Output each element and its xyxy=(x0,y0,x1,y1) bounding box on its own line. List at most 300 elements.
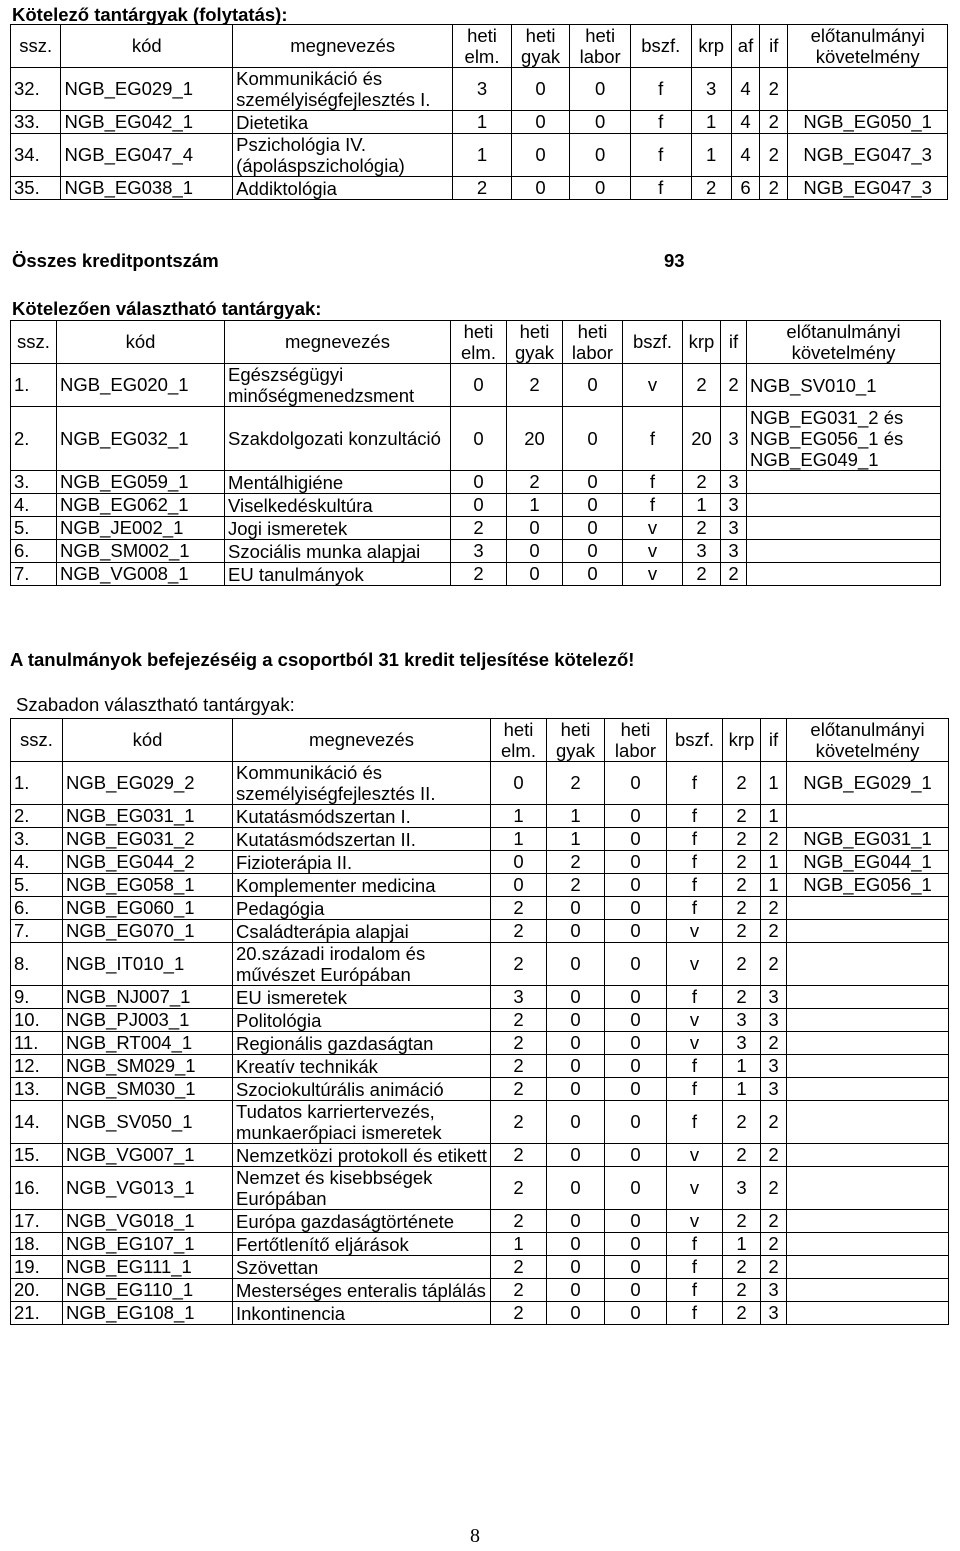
cell-krp: 2 xyxy=(723,920,761,943)
cell-if: 2 xyxy=(760,134,788,177)
cell-krp: 2 xyxy=(723,828,761,851)
table-header-row xyxy=(11,25,948,68)
cell-if: 2 xyxy=(760,111,788,134)
cell-if: 2 xyxy=(761,1256,787,1279)
cell-elm: 0 xyxy=(491,874,547,897)
col-af: af xyxy=(731,25,759,68)
cell-if: 2 xyxy=(761,1233,787,1256)
table-row xyxy=(11,1009,949,1032)
cell-bszf: f xyxy=(667,1078,723,1101)
cell-bszf: f xyxy=(667,1055,723,1078)
cell-kod: NGB_EG029_1 xyxy=(61,68,233,111)
cell-krp: 2 xyxy=(683,364,721,407)
cell-krp: 2 xyxy=(723,1256,761,1279)
col-kod: kód xyxy=(57,321,225,364)
cell-krp: 2 xyxy=(691,177,731,200)
cell-if: 2 xyxy=(761,1032,787,1055)
cell-krp: 3 xyxy=(683,540,721,563)
cell-gyak: 2 xyxy=(547,762,605,805)
cell-krp: 20 xyxy=(683,407,721,471)
cell-elo xyxy=(747,471,941,494)
cell-elo xyxy=(787,1101,949,1144)
cell-labor: 0 xyxy=(605,1078,667,1101)
cell-nev: Nemzet és kisebbségek Európában xyxy=(233,1167,491,1210)
cell-gyak: 0 xyxy=(547,1144,605,1167)
cell-elm: 1 xyxy=(453,134,512,177)
table-row xyxy=(11,494,941,517)
cell-nev: EU tanulmányok xyxy=(225,563,451,586)
col-kod: kód xyxy=(61,25,233,68)
cell-if: 3 xyxy=(721,540,747,563)
cell-nev: Nemzetközi protokoll és etikett xyxy=(233,1144,491,1167)
cell-nev: Kommunikáció és személyiségfejlesztés I. xyxy=(233,68,453,111)
cell-labor: 0 xyxy=(570,177,631,200)
cell-if: 2 xyxy=(721,364,747,407)
cell-ssz: 33. xyxy=(11,111,61,134)
cell-gyak: 1 xyxy=(507,494,563,517)
cell-gyak: 2 xyxy=(547,851,605,874)
table-row xyxy=(11,540,941,563)
cell-bszf: f xyxy=(667,874,723,897)
cell-nev: Pszichológia IV. (ápoláspszichológia) xyxy=(233,134,453,177)
cell-gyak: 0 xyxy=(547,1078,605,1101)
cell-krp: 2 xyxy=(723,897,761,920)
cell-krp: 1 xyxy=(723,1233,761,1256)
table-row xyxy=(11,828,949,851)
cell-elo: NGB_EG047_3 xyxy=(788,177,948,200)
cell-ssz: 4. xyxy=(11,851,63,874)
cell-gyak: 2 xyxy=(547,874,605,897)
cell-elm: 2 xyxy=(491,1055,547,1078)
cell-elo xyxy=(787,1256,949,1279)
cell-bszf: f xyxy=(667,1233,723,1256)
cell-labor: 0 xyxy=(563,517,623,540)
col-krp: krp xyxy=(691,25,731,68)
cell-elm: 2 xyxy=(491,1078,547,1101)
cell-krp: 2 xyxy=(683,563,721,586)
cell-labor: 0 xyxy=(605,1302,667,1325)
cell-labor: 0 xyxy=(605,986,667,1009)
table-row xyxy=(11,851,949,874)
table-row xyxy=(11,407,941,471)
cell-ssz: 14. xyxy=(11,1101,63,1144)
cell-elo: NGB_EG031_1 xyxy=(787,828,949,851)
cell-bszf: f xyxy=(667,986,723,1009)
cell-ssz: 15. xyxy=(11,1144,63,1167)
cell-kod: NGB_EG020_1 xyxy=(57,364,225,407)
cell-elm: 2 xyxy=(491,1256,547,1279)
table-row xyxy=(11,68,948,111)
cell-nev: Kutatásmódszertan I. xyxy=(233,805,491,828)
cell-krp: 2 xyxy=(723,1210,761,1233)
section-title-kotelezoen-valaszthato: Kötelezően választható tantárgyak: xyxy=(12,298,322,319)
cell-bszf: f xyxy=(667,805,723,828)
cell-nev: Családterápia alapjai xyxy=(233,920,491,943)
cell-kod: NGB_PJ003_1 xyxy=(63,1009,233,1032)
table-row xyxy=(11,517,941,540)
cell-elm: 2 xyxy=(491,1032,547,1055)
cell-if: 1 xyxy=(761,874,787,897)
cell-labor: 0 xyxy=(563,407,623,471)
cell-elm: 3 xyxy=(453,68,512,111)
table-row xyxy=(11,1233,949,1256)
cell-kod: NGB_EG042_1 xyxy=(61,111,233,134)
col-heti-gyak: heti gyak xyxy=(507,321,563,364)
cell-labor: 0 xyxy=(605,1009,667,1032)
cell-if: 3 xyxy=(761,986,787,1009)
cell-elm: 2 xyxy=(491,1144,547,1167)
cell-elo xyxy=(787,1302,949,1325)
cell-labor: 0 xyxy=(605,874,667,897)
table-row xyxy=(11,1144,949,1167)
cell-if: 3 xyxy=(721,494,747,517)
cell-ssz: 9. xyxy=(11,986,63,1009)
section-title-szabadon-valaszthato: Szabadon választható tantárgyak: xyxy=(16,694,295,715)
cell-elm: 2 xyxy=(491,1009,547,1032)
cell-ssz: 12. xyxy=(11,1055,63,1078)
cell-labor: 0 xyxy=(605,805,667,828)
cell-ssz: 2. xyxy=(11,805,63,828)
cell-elm: 2 xyxy=(491,1101,547,1144)
cell-ssz: 34. xyxy=(11,134,61,177)
cell-elm: 2 xyxy=(451,517,507,540)
table-row xyxy=(11,1279,949,1302)
cell-nev: Inkontinencia xyxy=(233,1302,491,1325)
cell-elo xyxy=(788,68,948,111)
cell-nev: Komplementer medicina xyxy=(233,874,491,897)
cell-gyak: 20 xyxy=(507,407,563,471)
cell-krp: 3 xyxy=(723,1167,761,1210)
cell-nev: Szociokultúrális animáció xyxy=(233,1078,491,1101)
cell-labor: 0 xyxy=(563,540,623,563)
cell-kod: NGB_EG047_4 xyxy=(61,134,233,177)
cell-elm: 2 xyxy=(491,1302,547,1325)
cell-ssz: 4. xyxy=(11,494,57,517)
table-row xyxy=(11,1256,949,1279)
cell-nev: Szakdolgozati konzultáció xyxy=(225,407,451,471)
cell-elm: 2 xyxy=(491,943,547,986)
cell-nev: Mesterséges enteralis táplálás xyxy=(233,1279,491,1302)
cell-ssz: 35. xyxy=(11,177,61,200)
cell-gyak: 0 xyxy=(547,920,605,943)
cell-elo: NGB_EG050_1 xyxy=(788,111,948,134)
col-bszf: bszf. xyxy=(623,321,683,364)
cell-bszf: v xyxy=(667,1032,723,1055)
cell-labor: 0 xyxy=(563,364,623,407)
cell-ssz: 13. xyxy=(11,1078,63,1101)
cell-kod: NGB_VG008_1 xyxy=(57,563,225,586)
cell-if: 3 xyxy=(761,1302,787,1325)
cell-krp: 1 xyxy=(723,1078,761,1101)
cell-krp: 2 xyxy=(683,471,721,494)
cell-elm: 2 xyxy=(491,1210,547,1233)
cell-kod: NGB_EG111_1 xyxy=(63,1256,233,1279)
col-heti-gyak: heti gyak xyxy=(547,719,605,762)
col-heti-elm: heti elm. xyxy=(453,25,512,68)
col-elotanulmanyi: előtanulmányi követelmény xyxy=(787,719,949,762)
cell-ssz: 7. xyxy=(11,920,63,943)
cell-af: 4 xyxy=(731,111,759,134)
cell-kod: NGB_VG018_1 xyxy=(63,1210,233,1233)
cell-krp: 2 xyxy=(723,851,761,874)
col-if: if xyxy=(761,719,787,762)
cell-krp: 1 xyxy=(683,494,721,517)
table-row xyxy=(11,986,949,1009)
cell-gyak: 0 xyxy=(507,563,563,586)
cell-nev: Politológia xyxy=(233,1009,491,1032)
cell-gyak: 0 xyxy=(547,986,605,1009)
cell-nev: Fertőtlenítő eljárások xyxy=(233,1233,491,1256)
cell-elo xyxy=(787,1078,949,1101)
cell-elo xyxy=(787,1055,949,1078)
cell-gyak: 0 xyxy=(511,134,570,177)
cell-ssz: 19. xyxy=(11,1256,63,1279)
cell-gyak: 1 xyxy=(547,828,605,851)
cell-labor: 0 xyxy=(605,1167,667,1210)
cell-kod: NGB_SM030_1 xyxy=(63,1078,233,1101)
cell-labor: 0 xyxy=(605,1256,667,1279)
cell-kod: NGB_SM029_1 xyxy=(63,1055,233,1078)
cell-elo xyxy=(747,494,941,517)
cell-kod: NGB_EG110_1 xyxy=(63,1279,233,1302)
cell-labor: 0 xyxy=(605,828,667,851)
cell-elo xyxy=(787,805,949,828)
cell-elo: NGB_EG044_1 xyxy=(787,851,949,874)
cell-ssz: 1. xyxy=(11,364,57,407)
cell-elo xyxy=(787,1210,949,1233)
cell-if: 2 xyxy=(760,177,788,200)
cell-ssz: 3. xyxy=(11,828,63,851)
cell-elo xyxy=(787,986,949,1009)
total-value: 93 xyxy=(664,250,685,271)
cell-bszf: v xyxy=(667,920,723,943)
cell-bszf: v xyxy=(623,517,683,540)
col-elotanulmanyi: előtanulmányi követelmény xyxy=(747,321,941,364)
cell-ssz: 10. xyxy=(11,1009,63,1032)
cell-elo xyxy=(787,1279,949,1302)
table-kotelezoen-valaszthato xyxy=(10,320,941,586)
cell-gyak: 0 xyxy=(547,1009,605,1032)
cell-gyak: 0 xyxy=(507,517,563,540)
cell-elo: NGB_EG031_2 és NGB_EG056_1 és NGB_EG049_1 xyxy=(747,407,941,471)
col-kod: kód xyxy=(63,719,233,762)
cell-elo xyxy=(787,897,949,920)
cell-bszf: f xyxy=(623,471,683,494)
requirement-note: A tanulmányok befejezéséig a csoportból 31 kredit teljesítése kötelező! xyxy=(10,649,635,670)
cell-kod: NGB_EG059_1 xyxy=(57,471,225,494)
cell-kod: NGB_VG007_1 xyxy=(63,1144,233,1167)
cell-krp: 2 xyxy=(723,805,761,828)
cell-kod: NGB_EG107_1 xyxy=(63,1233,233,1256)
cell-elm: 3 xyxy=(451,540,507,563)
cell-kod: NGB_IT010_1 xyxy=(63,943,233,986)
cell-krp: 2 xyxy=(723,986,761,1009)
table-szabadon-valaszthato xyxy=(10,718,949,1325)
cell-gyak: 0 xyxy=(511,111,570,134)
cell-bszf: f xyxy=(667,1101,723,1144)
col-elotanulmanyi: előtanulmányi követelmény xyxy=(788,25,948,68)
cell-labor: 0 xyxy=(570,134,631,177)
col-heti-labor: heti labor xyxy=(605,719,667,762)
cell-if: 3 xyxy=(721,407,747,471)
cell-gyak: 0 xyxy=(547,1302,605,1325)
cell-kod: NGB_RT004_1 xyxy=(63,1032,233,1055)
table-row xyxy=(11,1032,949,1055)
cell-elm: 2 xyxy=(491,1167,547,1210)
cell-labor: 0 xyxy=(605,1279,667,1302)
cell-labor: 0 xyxy=(563,563,623,586)
cell-nev: Pedagógia xyxy=(233,897,491,920)
cell-kod: NGB_EG108_1 xyxy=(63,1302,233,1325)
cell-nev: Tudatos karriertervezés, munkaerőpiaci ismeretek xyxy=(233,1101,491,1144)
cell-elm: 2 xyxy=(491,897,547,920)
cell-krp: 2 xyxy=(723,1101,761,1144)
cell-labor: 0 xyxy=(570,111,631,134)
cell-gyak: 0 xyxy=(547,1101,605,1144)
cell-bszf: v xyxy=(623,563,683,586)
cell-bszf: f xyxy=(667,897,723,920)
cell-if: 3 xyxy=(761,1009,787,1032)
col-krp: krp xyxy=(683,321,721,364)
cell-gyak: 0 xyxy=(547,1210,605,1233)
cell-elm: 0 xyxy=(451,364,507,407)
table-row xyxy=(11,177,948,200)
cell-gyak: 0 xyxy=(547,1279,605,1302)
cell-if: 2 xyxy=(761,1167,787,1210)
cell-elm: 1 xyxy=(453,111,512,134)
table-row xyxy=(11,1167,949,1210)
cell-krp: 1 xyxy=(691,134,731,177)
cell-ssz: 8. xyxy=(11,943,63,986)
cell-elo: NGB_SV010_1 xyxy=(747,364,941,407)
table-row xyxy=(11,874,949,897)
cell-elo: NGB_EG056_1 xyxy=(787,874,949,897)
col-if: if xyxy=(760,25,788,68)
cell-kod: NGB_JE002_1 xyxy=(57,517,225,540)
table-row xyxy=(11,920,949,943)
table-row xyxy=(11,1055,949,1078)
cell-if: 2 xyxy=(761,1210,787,1233)
cell-elo xyxy=(787,920,949,943)
cell-bszf: f xyxy=(667,762,723,805)
table-row xyxy=(11,1210,949,1233)
cell-krp: 2 xyxy=(683,517,721,540)
cell-bszf: f xyxy=(630,68,691,111)
cell-labor: 0 xyxy=(605,851,667,874)
cell-ssz: 17. xyxy=(11,1210,63,1233)
cell-bszf: f xyxy=(630,111,691,134)
cell-if: 3 xyxy=(761,1279,787,1302)
cell-bszf: f xyxy=(667,828,723,851)
cell-bszf: f xyxy=(667,1302,723,1325)
cell-elo xyxy=(787,1167,949,1210)
col-megnevezes: megnevezés xyxy=(233,719,491,762)
cell-krp: 3 xyxy=(691,68,731,111)
cell-if: 3 xyxy=(761,1078,787,1101)
cell-elo xyxy=(787,1144,949,1167)
cell-elo xyxy=(787,1233,949,1256)
cell-elo xyxy=(787,1032,949,1055)
cell-bszf: f xyxy=(630,177,691,200)
cell-labor: 0 xyxy=(605,943,667,986)
cell-gyak: 0 xyxy=(547,1233,605,1256)
cell-nev: Addiktológia xyxy=(233,177,453,200)
cell-gyak: 2 xyxy=(507,364,563,407)
cell-labor: 0 xyxy=(563,494,623,517)
cell-labor: 0 xyxy=(605,1055,667,1078)
cell-elo xyxy=(747,517,941,540)
cell-bszf: f xyxy=(667,1256,723,1279)
cell-nev: Szövettan xyxy=(233,1256,491,1279)
table-row xyxy=(11,111,948,134)
col-heti-labor: heti labor xyxy=(570,25,631,68)
cell-bszf: v xyxy=(667,1009,723,1032)
cell-nev: Mentálhigiéne xyxy=(225,471,451,494)
cell-bszf: v xyxy=(667,1210,723,1233)
col-heti-elm: heti elm. xyxy=(491,719,547,762)
table-kotelezo xyxy=(10,24,948,200)
cell-kod: NGB_SV050_1 xyxy=(63,1101,233,1144)
cell-nev: Kommunikáció és személyiségfejlesztés II. xyxy=(233,762,491,805)
cell-elm: 2 xyxy=(451,563,507,586)
cell-bszf: v xyxy=(623,540,683,563)
cell-if: 3 xyxy=(721,517,747,540)
col-heti-elm: heti elm. xyxy=(451,321,507,364)
cell-bszf: v xyxy=(623,364,683,407)
cell-elm: 1 xyxy=(491,1233,547,1256)
cell-nev: EU ismeretek xyxy=(233,986,491,1009)
cell-kod: NGB_EG070_1 xyxy=(63,920,233,943)
cell-elo xyxy=(747,563,941,586)
table-row xyxy=(11,943,949,986)
cell-krp: 2 xyxy=(723,762,761,805)
cell-if: 2 xyxy=(761,828,787,851)
cell-if: 2 xyxy=(761,943,787,986)
cell-if: 2 xyxy=(761,920,787,943)
cell-krp: 2 xyxy=(723,1144,761,1167)
cell-kod: NGB_EG058_1 xyxy=(63,874,233,897)
cell-bszf: f xyxy=(623,407,683,471)
col-ssz: ssz. xyxy=(11,321,57,364)
cell-labor: 0 xyxy=(605,1233,667,1256)
cell-af: 4 xyxy=(731,68,759,111)
cell-kod: NGB_NJ007_1 xyxy=(63,986,233,1009)
cell-af: 6 xyxy=(731,177,759,200)
cell-elo xyxy=(787,1009,949,1032)
cell-nev: Fizioterápia II. xyxy=(233,851,491,874)
col-ssz: ssz. xyxy=(11,25,61,68)
cell-bszf: v xyxy=(667,1167,723,1210)
table-row xyxy=(11,805,949,828)
cell-gyak: 2 xyxy=(507,471,563,494)
cell-if: 2 xyxy=(761,1101,787,1144)
cell-labor: 0 xyxy=(570,68,631,111)
cell-kod: NGB_EG044_2 xyxy=(63,851,233,874)
cell-if: 2 xyxy=(761,1144,787,1167)
cell-bszf: f xyxy=(630,134,691,177)
cell-elm: 2 xyxy=(491,1279,547,1302)
col-megnevezes: megnevezés xyxy=(225,321,451,364)
col-heti-labor: heti labor xyxy=(563,321,623,364)
cell-elo xyxy=(787,943,949,986)
cell-nev: Jogi ismeretek xyxy=(225,517,451,540)
cell-elo: NGB_EG047_3 xyxy=(788,134,948,177)
cell-krp: 2 xyxy=(723,943,761,986)
cell-ssz: 7. xyxy=(11,563,57,586)
table-row xyxy=(11,364,941,407)
cell-elm: 1 xyxy=(491,828,547,851)
cell-if: 1 xyxy=(761,851,787,874)
